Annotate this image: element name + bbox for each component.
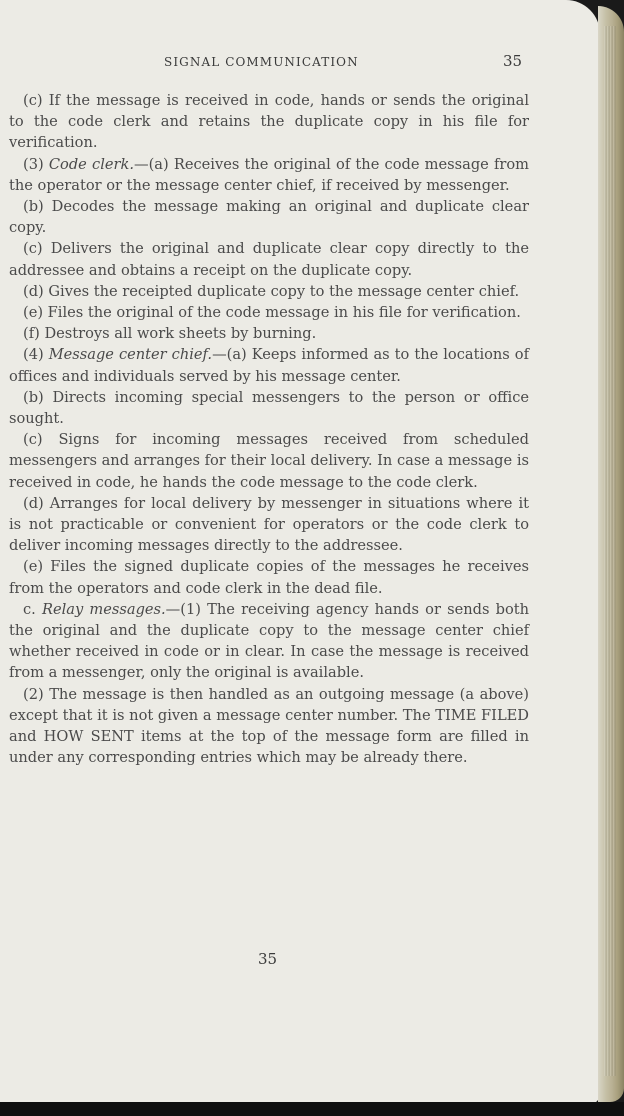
paragraph bbox=[9, 344, 529, 386]
paragraph-marker: (e) bbox=[23, 558, 44, 576]
paragraph bbox=[9, 323, 529, 344]
paragraph-lead: Message center chief. bbox=[48, 346, 213, 364]
paragraph-text: Decodes the message making an original and duplicate clear copy. bbox=[9, 198, 529, 237]
paragraph-text: If the message is received in code, hands or sends the original to the code clerk and retains the duplicate copy in his file for verification. bbox=[9, 92, 529, 152]
paragraph bbox=[9, 599, 529, 684]
running-head: SIGNAL COMMUNICATION bbox=[164, 55, 359, 69]
paragraph-text: Files the original of the code message in his file for verification. bbox=[47, 304, 521, 322]
paragraph bbox=[9, 238, 529, 280]
paragraph-marker: (b) bbox=[23, 198, 44, 216]
paragraph-marker: (c) bbox=[23, 240, 43, 258]
paragraph-text: Gives the receipted duplicate copy to the message center chief. bbox=[48, 282, 520, 300]
paragraph-text: Receives the original of the code message from the operator or the message center chief, if received by messenger. bbox=[9, 155, 529, 194]
scan-bottom-shadow bbox=[0, 1102, 624, 1116]
paragraph-text: Signs for incoming messages received from scheduled messengers and arranges for their local delivery. In case a message is received in code, he hands the code message to the code clerk. bbox=[9, 431, 529, 491]
paragraph-marker: (c) bbox=[23, 92, 43, 109]
paragraph bbox=[9, 154, 529, 196]
page-header bbox=[0, 52, 600, 72]
paragraph-text: Files the signed duplicate copies of the messages he receives from the operators and code clerk in the dead file. bbox=[9, 558, 529, 597]
paragraph bbox=[9, 493, 529, 557]
paragraph-lead: Code clerk. bbox=[48, 155, 134, 173]
paragraph-text: Delivers the original and duplicate clear copy directly to the addressee and obtains a receipt on the duplicate copy. bbox=[9, 240, 529, 279]
paragraph-marker: (4) bbox=[23, 346, 44, 364]
paragraph-marker: (d) bbox=[23, 282, 44, 300]
paragraph-text: The receiving agency hands or sends both the original and the duplicate copy to the message center chief whether received in code or in clear. In case the message is received from a messenger, only the original is available. bbox=[9, 600, 530, 682]
page-edge-stack bbox=[598, 6, 624, 1102]
paragraph bbox=[9, 196, 529, 238]
body-text bbox=[9, 90, 529, 769]
paragraph-marker: (b) bbox=[23, 388, 44, 406]
paragraph-text: The message is then handled as an outgoing message (a above) except that it is not given a message center number. The TIME FILED and HOW SENT items at the top of the message form are filled in under any corresponding entries which may be already there. bbox=[9, 685, 529, 767]
paragraph bbox=[9, 387, 529, 429]
page-number-top: 35 bbox=[503, 52, 523, 70]
paragraph bbox=[9, 556, 529, 598]
paragraph-sub: —(1) bbox=[165, 600, 201, 618]
paragraph bbox=[9, 684, 529, 769]
paragraph-text: Directs incoming special messengers to the person or office sought. bbox=[9, 388, 529, 428]
paragraph-sub: —(a) bbox=[212, 346, 247, 364]
paragraph bbox=[9, 302, 529, 323]
paragraph-marker: (e) bbox=[23, 304, 44, 322]
paragraph-marker: c. bbox=[23, 600, 36, 618]
paragraph bbox=[9, 281, 529, 302]
paragraph-text: Destroys all work sheets by burning. bbox=[44, 325, 317, 343]
paragraph bbox=[9, 429, 529, 493]
paragraph-text: Arranges for local delivery by messenger in situations where it is not practicable or convenient for operators or the code clerk to deliver incoming messages directly to the addressee. bbox=[9, 494, 530, 555]
paragraph-marker: (d) bbox=[23, 494, 44, 512]
paragraph-marker: (c) bbox=[23, 431, 43, 449]
paragraph-text: Keeps informed as to the locations of offices and individuals served by his message center. bbox=[9, 346, 529, 385]
paragraph-lead: Relay messages. bbox=[42, 600, 166, 618]
paragraph-marker: (3) bbox=[23, 155, 44, 173]
paragraph-marker: (2) bbox=[23, 685, 44, 703]
paragraph bbox=[9, 90, 529, 154]
paragraph-marker: (f) bbox=[23, 325, 40, 343]
paragraph-sub: —(a) bbox=[133, 155, 169, 173]
page-number-bottom: 35 bbox=[258, 950, 278, 968]
